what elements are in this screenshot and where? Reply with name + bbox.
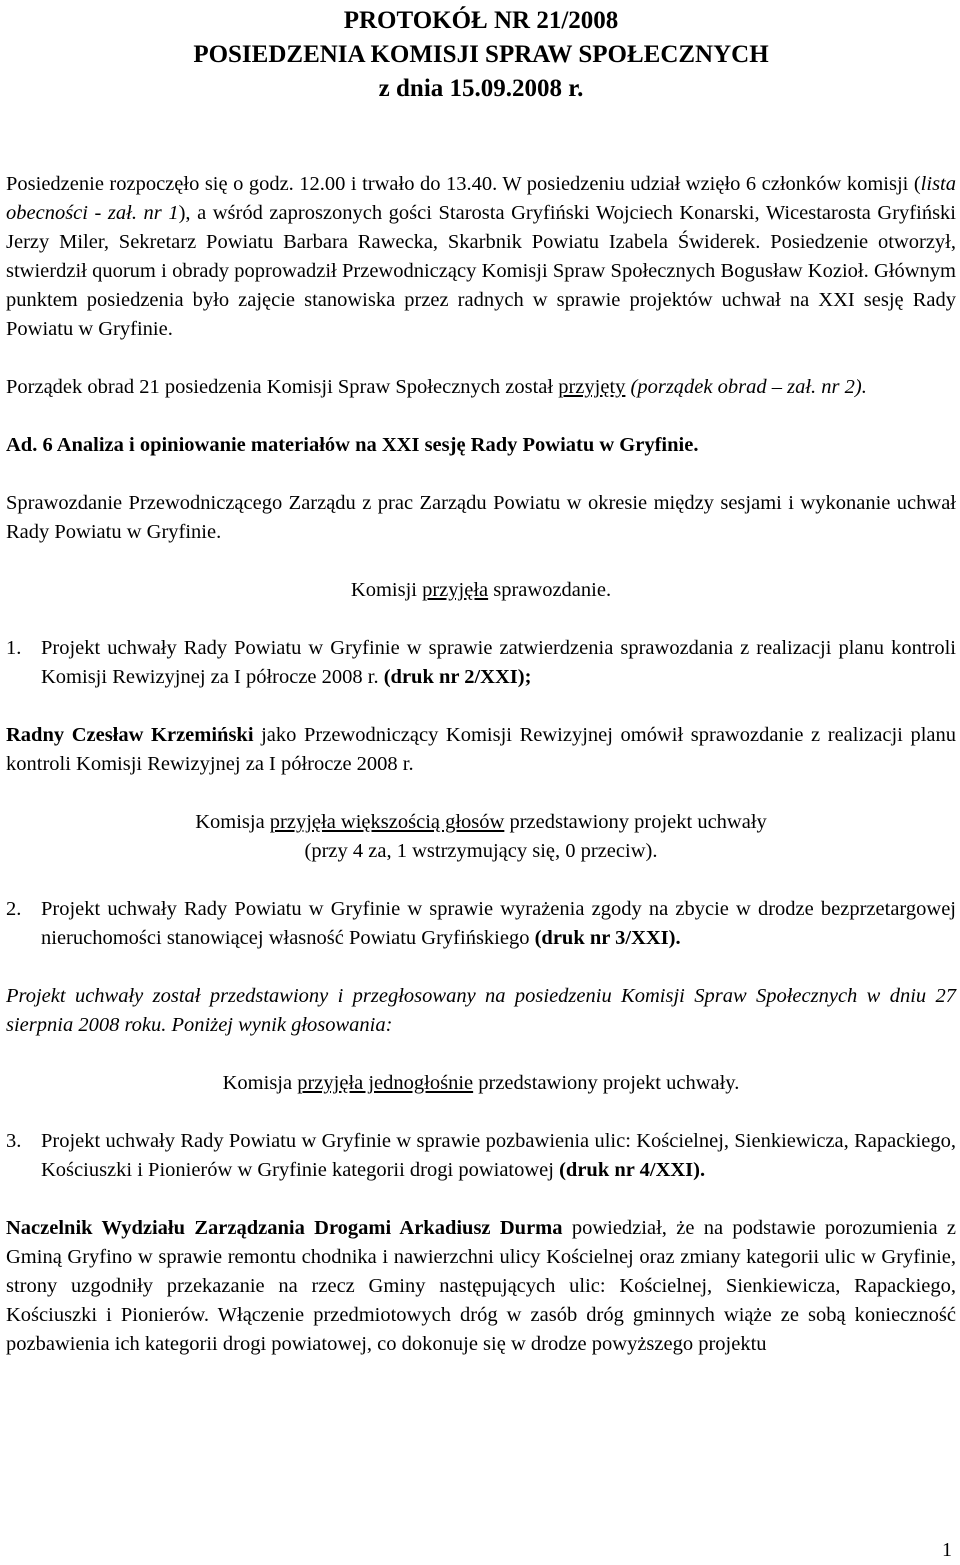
item-2-decision xyxy=(6,1069,956,1098)
title-line-3: z dnia 15.09.2008 r. xyxy=(378,75,584,102)
agenda-text: Porządek obrad 21 posiedzenia Komisji Spraw Społecznych został xyxy=(6,376,559,398)
attendance-ref: lista obecności - zał. nr 1 xyxy=(6,173,956,224)
item-1-votes: (przy 4 za, 1 wstrzymujący się, 0 przeciw). xyxy=(304,840,658,862)
item-1-decision-b: przedstawiony projekt uchwały xyxy=(504,811,767,833)
title-line-2: POSIEDZENIA KOMISJI SPRAW SPOŁECZNYCH xyxy=(193,41,769,68)
report-paragraph: Sprawozdanie Przewodniczącego Zarządu z prac Zarządu Powiatu w okresie między sesjami i wykonanie uchwał Rady Powiatu w Gryfinie. xyxy=(6,492,956,543)
title-line-1: PROTOKÓŁ NR 21/2008 xyxy=(343,7,619,34)
item-3-title: Projekt uchwały Rady Powiatu w Gryfinie w sprawie pozbawienia ulic: Kościelnej, Sienkiewicza, Rapackiego, Kościuszki i Pionierów w Gryfinie kategorii drogi powiatowej xyxy=(41,1130,956,1181)
agenda-paragraph xyxy=(6,373,956,402)
item-1-decision-line xyxy=(6,808,956,837)
item-1-title: Projekt uchwały Rady Powiatu w Gryfinie w sprawie zatwierdzenia sprawozdania z realizacji planu kontroli Komisji Rewizyjnej za I półrocze 2008 r. xyxy=(41,637,956,688)
item-1-speaker: Radny Czesław Krzemiński xyxy=(6,724,254,746)
item-2 xyxy=(6,895,956,953)
item-1-number: 1. xyxy=(6,637,22,659)
item-3 xyxy=(6,1127,956,1185)
report-decision-a: Komisji xyxy=(350,579,423,601)
item-3-speaker: Naczelnik Wydziału Zarządzania Drogami Arkadiusz Durma xyxy=(6,1217,563,1239)
item-1-text xyxy=(41,634,956,692)
item-2-number: 2. xyxy=(6,898,22,920)
item-3-number: 3. xyxy=(6,1130,22,1152)
item-2-decision-b: przedstawiony projekt uchwały. xyxy=(473,1072,740,1094)
item-1-decision-accepted: przyjęła większością głosów xyxy=(269,811,505,833)
item-3-text xyxy=(41,1127,956,1185)
report-decision-accepted: przyjęła xyxy=(422,579,489,601)
document-page xyxy=(6,0,956,1359)
item-3-speech-text: powiedział, że na podstawie porozumienia z Gminą Gryfino w sprawie remontu chodnika i nawierzchni ulicy Kościelnej oraz zmiany kategorii ulic w Gryfinie, strony uzgodniły przekazanie na rzecz Gminy następujących ulic: Kościelnej, Sienkiewicza, Rapackiego, Kościuszki i Pionierów. Włączenie przedmiotowych dróg w zasób dróg gminnych wiąże ze sobą konieczność pozbawienia ich kategorii drogi powiatowej, co dokonuje się w drodze powyższego projektu xyxy=(6,1217,956,1355)
item-2-text xyxy=(41,895,956,953)
item-2-decision-accepted: przyjęła jednogłośnie xyxy=(297,1072,474,1094)
section-ad6-heading: Ad. 6 Analiza i opiniowanie materiałów na XXI sesję Rady Powiatu w Gryfinie. xyxy=(6,434,699,456)
item-1-decision xyxy=(6,808,956,866)
item-2-title: Projekt uchwały Rady Powiatu w Gryfinie w sprawie wyrażenia zgody na zbycie w drodze bezprzetargowej nieruchomości stanowiącej własność Powiatu Gryfińskiego xyxy=(41,898,956,949)
intro-text-a: Posiedzenie rozpoczęło się o godz. 12.00 i trwało do 13.40. W posiedzeniu udział wzięło 6 członków komisji ( xyxy=(6,173,921,195)
agenda-accepted: przyjęty xyxy=(558,376,626,398)
item-2-note: Projekt uchwały został przedstawiony i przegłosowany na posiedzeniu Komisji Spraw Społecznych w dniu 27 sierpnia 2008 roku. Poniżej wynik głosowania: xyxy=(6,985,956,1036)
item-2-druk: (druk nr 3/XXI). xyxy=(534,927,681,949)
item-3-speech xyxy=(6,1214,956,1359)
item-1 xyxy=(6,634,956,692)
document-title xyxy=(6,4,956,106)
item-1-druk: (druk nr 2/XXI); xyxy=(383,666,532,688)
report-decision xyxy=(6,576,956,605)
item-1-speech xyxy=(6,721,956,779)
item-1-speech-text: jako Przewodniczący Komisji Rewizyjnej omówił sprawozdanie z realizacji planu kontroli Komisji Rewizyjnej za I półrocze 2008 r. xyxy=(6,724,956,775)
intro-text-b: ), a wśród zaproszonych gości Starosta Gryfiński Wojciech Konarski, Wicestarosta Gryfiński Jerzy Miler, Sekretarz Powiatu Barbara Rawecka, Skarbnik Powiatu Izabela Świderek. Posiedzenie otworzył, stwierdził quorum i obrady poprowadził Przewodniczący Komisji Spraw Społecznych Bogusław Kozioł. Głównym punktem posiedzenia było zajęcie stanowiska przez radnych w sprawie projektów uchwał na XXI sesję Rady Powiatu w Gryfinie. xyxy=(6,202,956,340)
item-3-druk: (druk nr 4/XXI). xyxy=(559,1159,706,1181)
item-1-decision-a: Komisja xyxy=(195,811,270,833)
page-number: 1 xyxy=(942,1539,952,1561)
agenda-ref: (porządek obrad – zał. nr 2). xyxy=(630,376,867,398)
item-2-decision-a: Komisja xyxy=(222,1072,298,1094)
report-decision-b: sprawozdanie. xyxy=(488,579,612,601)
intro-paragraph xyxy=(6,170,956,344)
